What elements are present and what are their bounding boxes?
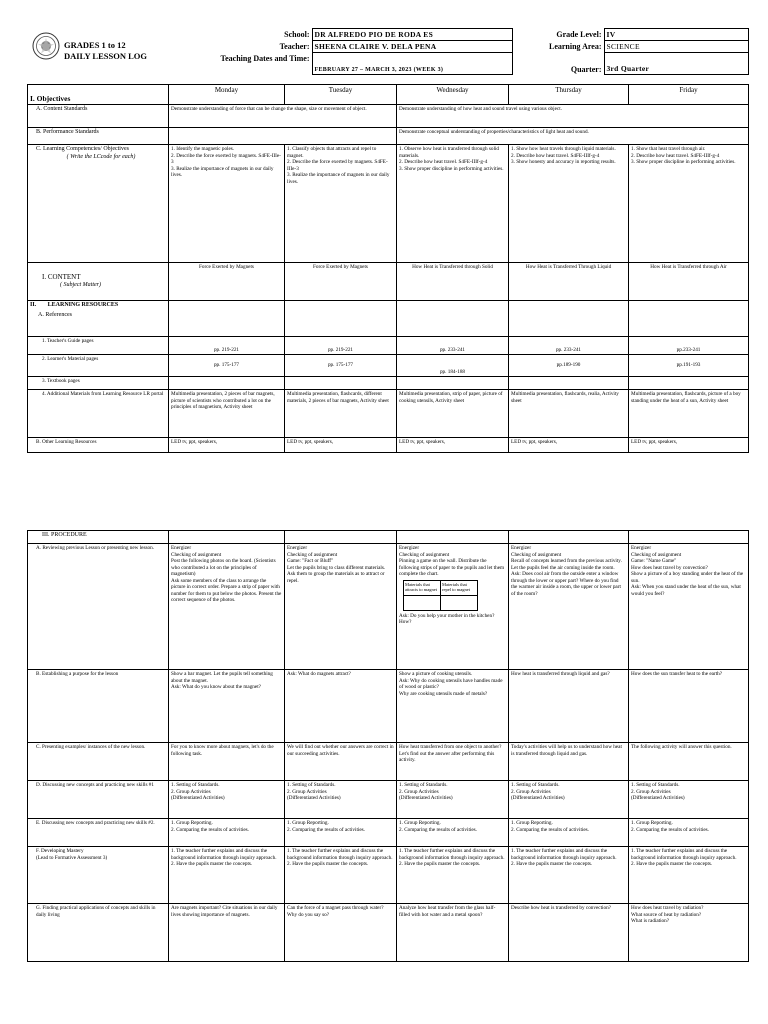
learning-resources-label: LEARNING RESOURCES <box>47 302 119 308</box>
other-wednesday: LED tv, ppt, speakers, <box>397 438 509 453</box>
proc-head-friday <box>629 531 749 544</box>
school-label: School: <box>284 29 310 39</box>
proc-g-friday: How does heat travel by radiation? What source of heat by radiation? What is radiation? <box>629 904 749 962</box>
header-info-table <box>212 28 749 75</box>
proc-f-thursday: 1. The teacher further explains and discuss the background information through inquiry approach. 2. Have the pupils master the concepts. <box>509 847 629 904</box>
add-monday: Multimedia presentation, 2 pieces of bar magnets, picture of scientists who contributed a lot on the principles of magnetism, Activity sheet <box>169 390 285 438</box>
content-label: I. CONTENT <box>42 273 81 282</box>
proc-c-tuesday: We will find out whether our answers are correct in our succeeding activities. <box>285 743 397 781</box>
school-value: DR ALFREDO PIO DE RODA ES <box>312 29 512 41</box>
tb-wednesday <box>397 377 509 390</box>
chart-col-repel: Materials that repel to magnet <box>441 580 478 595</box>
deped-seal-icon <box>32 32 60 60</box>
resources-empty-thursday <box>509 301 629 337</box>
tg-tuesday: pp. 219-221 <box>285 337 397 355</box>
textbook-pages-label: 3. Textbook pages <box>28 377 169 390</box>
proc-label-b: B. Establishing a purpose for the lesson <box>28 670 169 743</box>
other-friday: LED tv, ppt, speakers, <box>629 438 749 453</box>
performance-standards-label: B. Performance Standards <box>28 128 169 145</box>
proc-head-tuesday <box>285 531 397 544</box>
day-header-friday: Friday <box>629 85 749 105</box>
proc-label-c: C. Presenting examples/ instances of the new lesson. <box>28 743 169 781</box>
proc-f-monday: 1. The teacher further explains and discuss the background information through inquiry approach. 2. Have the pupils master the concepts. <box>169 847 285 904</box>
proc-b-monday: Show a bar magnet. Let the pupils tell something about the magnet. Ask: What do you know about the magnet? <box>169 670 285 743</box>
attract-repel-chart <box>403 580 478 611</box>
quarter-label: Quarter: <box>570 64 602 74</box>
proc-g-wednesday: Analyze how heat transfer from the glass half-filled with hot water and a metal spoon? <box>397 904 509 962</box>
dates-label: Teaching Dates and Time: <box>220 53 310 63</box>
proc-label-f: F. Developing Mastery (Lead to Formative Assessment 3) <box>28 847 169 904</box>
proc-d-monday: 1. Setting of Standards. 2. Group Activities (Differentiated Activities) <box>169 781 285 819</box>
add-thursday: Multimedia presentation, flashcards, realia, Activity sheet <box>509 390 629 438</box>
other-monday: LED tv, ppt, speakers, <box>169 438 285 453</box>
add-tuesday: Multimedia presentation, flashcards, different materials, 2 pieces of bar magnets, Activity sheet <box>285 390 397 438</box>
topic-friday: How Heat is Transferred through Air <box>629 263 749 301</box>
proc-g-tuesday: Can the force of a magnet pass through water? Why do you say so? <box>285 904 397 962</box>
proc-d-tuesday: 1. Setting of Standards. 2. Group Activities (Differentiated Activities) <box>285 781 397 819</box>
competency-thursday: 1. Show how heat travels through liquid materials. 2. Describe how heat travel. S4FE-IIIf-g-4 3. Show honesty and accuracy in reporting results. <box>509 145 629 263</box>
competency-wednesday: 1. Observe how heat is transferred through solid materials. 2. Describe how heat travel. S4FE-IIIf-g-4 3. Show proper discipline in performing activities. <box>397 145 509 263</box>
proc-e-monday: 1. Group Reporting. 2. Comparing the results of activities. <box>169 819 285 847</box>
resources-empty-monday <box>169 301 285 337</box>
area-value: SCIENCE <box>604 41 748 53</box>
topic-thursday: How Heat is Transferred Through Liquid <box>509 263 629 301</box>
proc-label-g: G. Finding practical applications of concepts and skills in daily living <box>28 904 169 962</box>
tg-friday: pp.233-241 <box>629 337 749 355</box>
proc-f-wednesday: 1. The teacher further explains and discuss the background information through inquiry approach. 2. Have the pupils master the concepts. <box>397 847 509 904</box>
dates-value: FEBRUARY 27 – MARCH 3, 2023 (WEEK 3) <box>312 53 512 75</box>
tg-wednesday: pp. 233-241 <box>397 337 509 355</box>
proc-d-thursday: 1. Setting of Standards. 2. Group Activities (Differentiated Activities) <box>509 781 629 819</box>
learning-resources-label-cell <box>28 301 169 337</box>
proc-a-wednesday-question: Ask: Do you help your mother in the kitchen? How? <box>399 612 495 625</box>
proc-c-monday: For you to know more about magnets, let's do the following task. <box>169 743 285 781</box>
proc-b-thursday: How heat is transferred through liquid and gas? <box>509 670 629 743</box>
chart-blank-1 <box>404 595 441 610</box>
other-tuesday: LED tv, ppt, speakers, <box>285 438 397 453</box>
proc-a-friday: Energizer Checking of assignment Game: "Name Game" How does heat travel by convection? Show a picture of a boy standing under the heat of the sun. Ask: When you stand under the heat of the sun, what would you feel? <box>629 544 749 670</box>
grade-label: Grade Level: <box>556 29 602 39</box>
proc-c-wednesday: How heat transferred from one object to another? Let's find out the answer after performing this activity. <box>397 743 509 781</box>
tb-monday <box>169 377 285 390</box>
tb-friday <box>629 377 749 390</box>
proc-a-monday: Energizer Checking of assignment Post the following photos on the board. (Scientists who contributed a lot on the principles of magnetism) Ask some members of the class to arrange the picture in correct order. Prepare a strip of paper with number for them to put below the photos. Present the correct sequence of the photos. <box>169 544 285 670</box>
competencies-label-cell <box>28 145 169 263</box>
proc-head-thursday <box>509 531 629 544</box>
day-header-monday: Monday <box>169 85 285 105</box>
lm-friday: pp.191-193 <box>629 355 749 377</box>
proc-a-wednesday-cell <box>397 544 509 670</box>
other-resources-label: B. Other Learning Resources <box>28 438 169 453</box>
chart-blank-2 <box>441 595 478 610</box>
content-label-cell <box>28 263 169 301</box>
resources-empty-friday <box>629 301 749 337</box>
area-label: Learning Area: <box>548 41 602 51</box>
quarter-value: 3rd Quarter <box>604 53 748 75</box>
lm-pages-label: 2. Learner's Material pages <box>28 355 169 377</box>
topic-tuesday: Force Exerted by Magnets <box>285 263 397 301</box>
learning-resources-num: II. <box>30 302 37 308</box>
lm-tuesday: pp. 175-177 <box>285 355 397 377</box>
references-label: A. References <box>38 311 72 318</box>
day-header-thursday: Thursday <box>509 85 629 105</box>
competencies-note: ( Write the LCcode for each) <box>66 153 136 160</box>
tb-thursday <box>509 377 629 390</box>
proc-e-friday: 1. Group Reporting. 2. Comparing the results of activities. <box>629 819 749 847</box>
objectives-table <box>27 84 749 453</box>
performance-standards-heat: Demonstrate conceptual understanding of properties/characteristics of light heat and sound. <box>397 128 749 145</box>
resources-empty-wednesday <box>397 301 509 337</box>
proc-f-friday: 1. The teacher further explains and discuss the background information through inquiry approach. 2. Have the pupils master the concepts. <box>629 847 749 904</box>
lm-wednesday: pp. 184-188 <box>397 355 509 377</box>
proc-b-tuesday: Ask: What do magnets attract? <box>285 670 397 743</box>
content-standards-label: A. Content Standards <box>28 105 169 128</box>
proc-b-wednesday: Show a picture of cooking utensils. Ask: Why do cooking utensils have handles made of wood or plastic? Why are cooking utensils made of metals? <box>397 670 509 743</box>
proc-e-tuesday: 1. Group Reporting. 2. Comparing the results of activities. <box>285 819 397 847</box>
proc-c-thursday: Today's activities will help us to understand how heat is transferred through liquid and gas. <box>509 743 629 781</box>
proc-a-tuesday: Energizer Checking of assignment Game: "Fact or Bluff" Let the pupils bring to class different materials. Ask them to group the materials as to attract or repel. <box>285 544 397 670</box>
proc-b-friday: How does the sun transfer heat to the earth? <box>629 670 749 743</box>
tb-tuesday <box>285 377 397 390</box>
proc-d-friday: 1. Setting of Standards. 2. Group Activities (Differentiated Activities) <box>629 781 749 819</box>
day-header-wednesday: Wednesday <box>397 85 509 105</box>
tg-thursday: pp. 233-241 <box>509 337 629 355</box>
proc-a-thursday: Energizer Checking of assignment Recall of concepts learned from the previous activity. Let the pupils feel the air coming inside the room. Ask: Does cool air from the outside enter a window through the lower or upper part? Where do you find the warmer air inside a room, the upper or lower part of the room? <box>509 544 629 670</box>
proc-e-thursday: 1. Group Reporting. 2. Comparing the results of activities. <box>509 819 629 847</box>
topic-wednesday: How Heat is Transferred through Solid <box>397 263 509 301</box>
proc-f-tuesday: 1. The teacher further explains and discuss the background information through inquiry approach. 2. Have the pupils master the concepts. <box>285 847 397 904</box>
proc-label-d: D. Discussing new concepts and practicing new skills #1 <box>28 781 169 819</box>
content-standards-heat: Demonstrate understanding of how heat and sound travel using various object. <box>397 105 749 128</box>
topic-monday: Force Exerted by Magnets <box>169 263 285 301</box>
proc-label-e: E. Discussing new concepts and practicing new skills #2. <box>28 819 169 847</box>
content-standards-force: Demonstrate understanding of force that can be change the shape, size or movement of object. <box>169 105 397 128</box>
competency-tuesday: 1. Classify objects that attracts and repel to magnet. 2. Describe the force exerted by magnets. S4FE-IIIe-3 3. Realize the importance of magnets in our daily lives. <box>285 145 397 263</box>
procedure-table <box>27 530 749 962</box>
proc-g-thursday: Describe how heat is transferred by convection? <box>509 904 629 962</box>
proc-a-wednesday: Energizer Checking of assignment Pinning a game on the wall. Distribute the following strips of paper to the pupils and let them complete the chart. <box>399 545 505 577</box>
tg-pages-label: 1. Teacher's Guide pages <box>28 337 169 355</box>
proc-c-friday: The following activity will answer this question. <box>629 743 749 781</box>
lm-monday: pp. 175-177 <box>169 355 285 377</box>
add-friday: Multimedia presentation, flashcards, picture of a boy standing under the heat of a sun, Activity sheet <box>629 390 749 438</box>
proc-e-wednesday: 1. Group Reporting. 2. Comparing the results of activities. <box>397 819 509 847</box>
document-title <box>64 40 147 62</box>
lm-thursday: pp.189-190 <box>509 355 629 377</box>
title-line-2: DAILY LESSON LOG <box>64 51 147 61</box>
add-wednesday: Multimedia presentation, strip of paper, picture of cooking utensils, Activity sheet <box>397 390 509 438</box>
day-header-tuesday: Tuesday <box>285 85 397 105</box>
teacher-value: SHEENA CLAIRE V. DELA PENA <box>312 41 512 53</box>
competency-friday: 1. Show that heat travel through air. 2. Describe how heat travel. S4FE-IIIf-g-4 3. Show proper discipline in performing activities. <box>629 145 749 263</box>
competency-monday: 1. Identify the magnetic poles. 2. Describe the force exerted by magnets. S4FE-IIIe-3 3. Realize the importance of magnets in our daily lives. <box>169 145 285 263</box>
performance-standards-force <box>169 128 397 145</box>
content-sub: ( Subject Matter) <box>60 282 101 289</box>
chart-col-attract: Materials that attracts to magnet <box>404 580 441 595</box>
proc-d-wednesday: 1. Setting of Standards. 2. Group Activities (Differentiated Activities) <box>397 781 509 819</box>
tg-monday: pp. 219-221 <box>169 337 285 355</box>
other-thursday: LED tv, ppt, speakers, <box>509 438 629 453</box>
resources-empty-tuesday <box>285 301 397 337</box>
grade-value: IV <box>604 29 748 41</box>
proc-head-wednesday <box>397 531 509 544</box>
proc-g-monday: Are magnets important? Cite situations in our daily lives showing importance of magnets. <box>169 904 285 962</box>
competencies-label: C. Learning Competencies/ Objectives <box>36 146 129 152</box>
title-line-1: GRADES 1 to 12 <box>64 40 126 50</box>
proc-label-a: A. Reviewing previous Lesson or presenting new lesson. <box>28 544 169 670</box>
proc-head-monday <box>169 531 285 544</box>
procedure-heading: III. PROCEDURE <box>28 531 169 544</box>
additional-materials-label: 4. Additional Materials from Learning Resource LR portal <box>28 390 169 438</box>
teacher-label: Teacher: <box>279 41 310 51</box>
objectives-heading: I. Objectives <box>28 85 169 105</box>
